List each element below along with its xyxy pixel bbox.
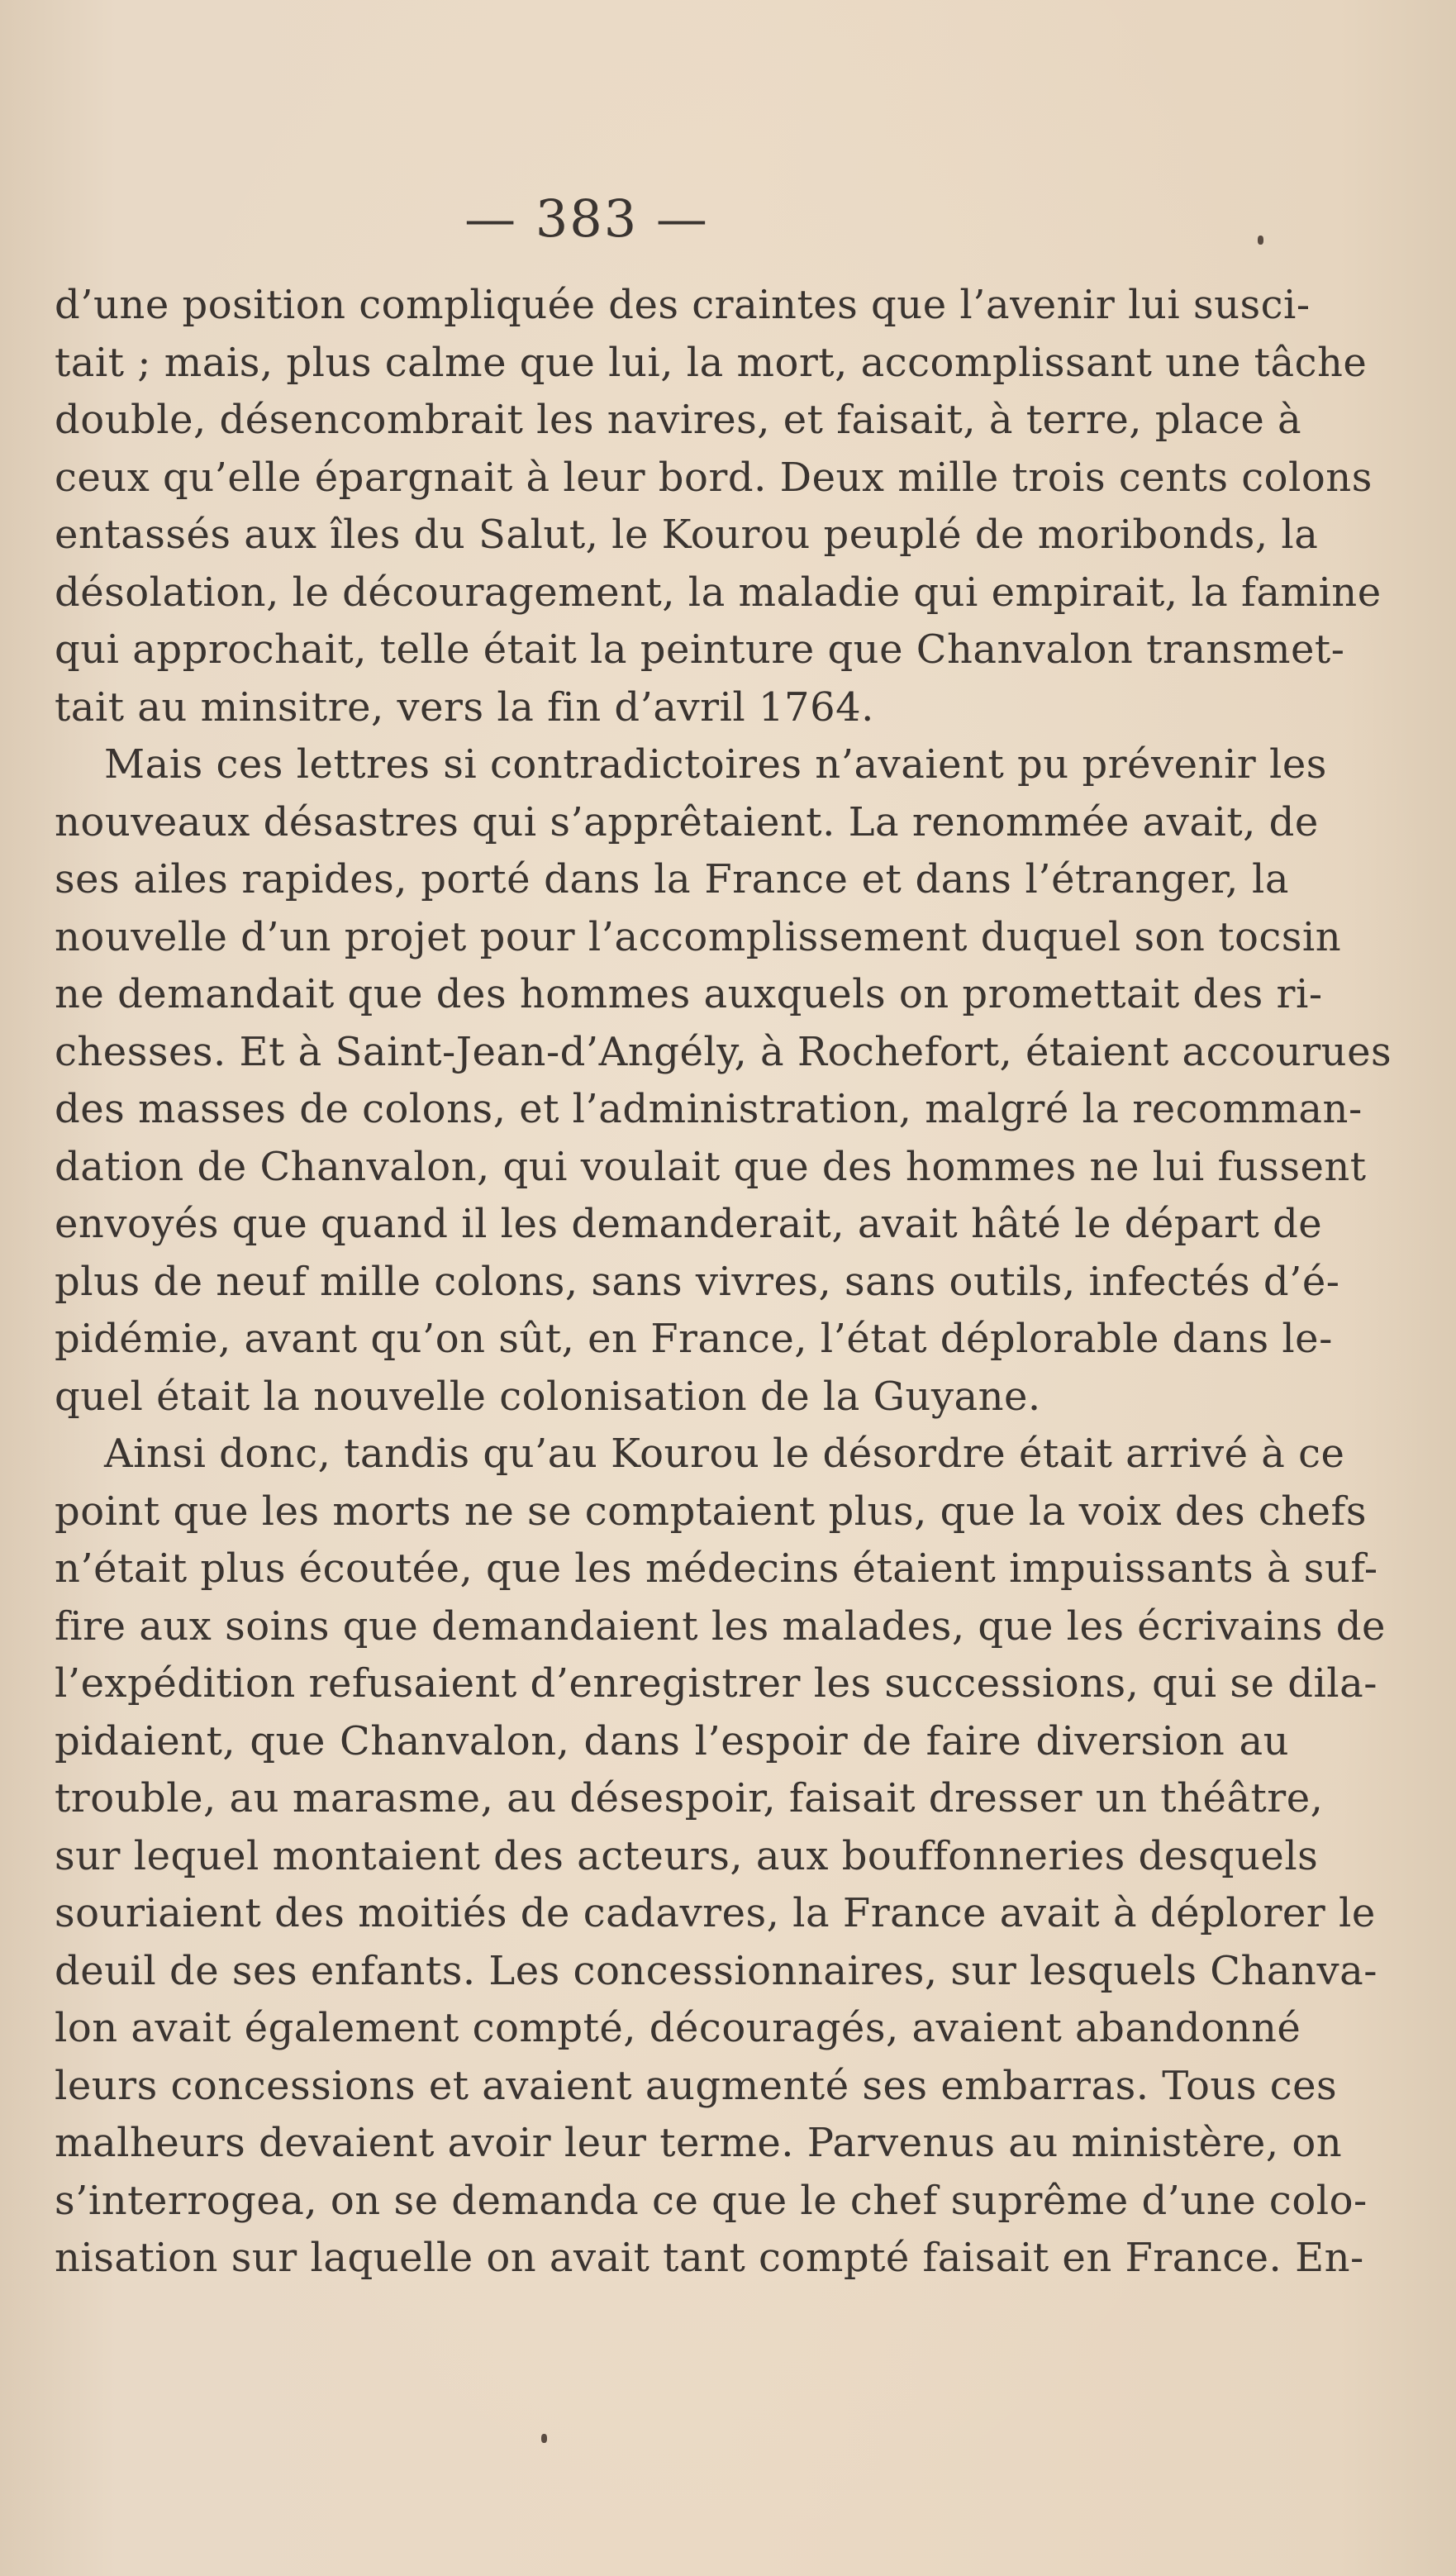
text-line: nouvelle d’un projet pour l’accomplissement duquel son tocsin <box>55 913 1342 960</box>
text-line: nisation sur laquelle on avait tant compté faisait en France. En- <box>55 2235 1364 2281</box>
text-line: fire aux soins que demandaient les malades, que les écrivains de <box>55 1602 1386 1650</box>
text-line: double, désencombrait les navires, et faisait, à terre, place à <box>55 397 1302 443</box>
text-line: ne demandait que des hommes auxquels on promettait des ri- <box>55 971 1323 1017</box>
text-line: Ainsi donc, tandis qu’au Kourou le désordre était arrivé à ce <box>104 1431 1345 1477</box>
text-line: plus de neuf mille colons, sans vivres, sans outils, infectés d’é- <box>55 1258 1340 1305</box>
paragraph <box>55 736 1392 1426</box>
text-line: quel était la nouvelle colonisation de la Guyane. <box>55 1373 1041 1420</box>
text-line: pidémie, avant qu’on sût, en France, l’état déplorable dans le- <box>55 1316 1333 1362</box>
text-line: l’expédition refusaient d’enregistrer les successions, qui se dila- <box>55 1660 1377 1707</box>
text-line: s’interrogea, on se demanda ce que le chef suprême d’une colo- <box>55 2177 1368 2224</box>
paragraph <box>55 277 1382 736</box>
text-line: chesses. Et à Saint-Jean-d’Angély, à Rochefort, étaient accourues <box>55 1028 1392 1075</box>
text-line: pidaient, que Chanvalon, dans l’espoir de faire diversion au <box>55 1717 1289 1764</box>
text-line: entassés aux îles du Salut, le Kourou peuplé de moribonds, la <box>55 512 1319 558</box>
text-line: point que les morts ne se comptaient plus, que la voix des chefs <box>55 1488 1367 1535</box>
text-line: nouveaux désastres qui s’apprêtaient. La renommée avait, de <box>55 798 1319 845</box>
text-line: envoyés que quand il les demanderait, avait hâté le départ de <box>55 1201 1323 1247</box>
text-line: dation de Chanvalon, qui voulait que des hommes ne lui fussent <box>55 1143 1367 1190</box>
text-line: qui approchait, telle était la peinture que Chanvalon transmet- <box>55 626 1345 673</box>
text-line: des masses de colons, et l’administration, malgré la recomman- <box>55 1086 1363 1132</box>
text-line: malheurs devaient avoir leur terme. Parvenus au ministère, on <box>55 2120 1343 2166</box>
ink-speck <box>1258 236 1263 245</box>
text-line: souriaient des moitiés de cadavres, la France avait à déplorer le <box>55 1890 1376 1936</box>
text-line: sur lequel montaient des acteurs, aux bouffonneries desquels <box>55 1832 1319 1879</box>
text-line: Mais ces lettres si contradictoires n’avaient pu prévenir les <box>104 741 1327 788</box>
text-line: tait au minsitre, vers la fin d’avril 1764. <box>55 683 874 731</box>
text-line: ceux qu’elle épargnait à leur bord. Deux mille trois cents colons <box>55 454 1373 501</box>
text-line: n’était plus écoutée, que les médecins étaient impuissants à suf- <box>55 1545 1378 1592</box>
text-line: d’une position compliquée des craintes que l’avenir lui susci- <box>55 282 1311 328</box>
page-number: — 383 — <box>464 188 709 249</box>
text-line: trouble, au marasme, au désespoir, faisait dresser un théâtre, <box>55 1775 1324 1821</box>
text-line: deuil de ses enfants. Les concessionnaires, sur lesquels Chanva- <box>55 1947 1377 1994</box>
body-text <box>55 277 1392 2288</box>
text-line: lon avait également compté, découragés, avaient abandonné <box>55 2005 1301 2051</box>
text-line: ses ailes rapides, porté dans la France et dans l’étranger, la <box>55 856 1289 902</box>
ink-speck <box>541 2434 547 2443</box>
text-line: tait ; mais, plus calme que lui, la mort, accomplissant une tâche <box>55 339 1368 386</box>
text-line: leurs concessions et avaient augmenté ses embarras. Tous ces <box>55 2062 1338 2109</box>
text-line: désolation, le découragement, la maladie qui empirait, la famine <box>55 569 1382 616</box>
paragraph <box>55 1426 1386 2288</box>
